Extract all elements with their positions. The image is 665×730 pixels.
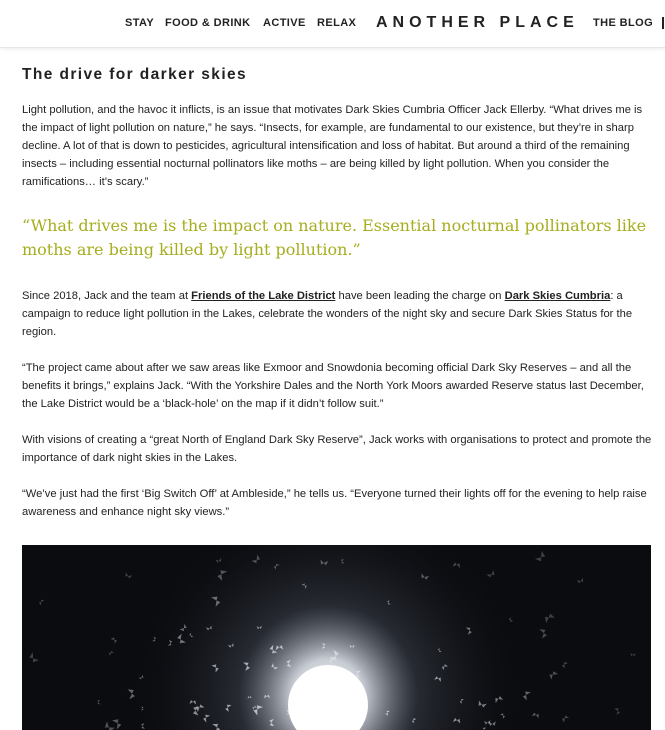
link-friends-of-the-lake-district[interactable]: Friends of the Lake District bbox=[191, 290, 336, 302]
article-paragraph-1: Light pollution, and the havoc it inflicts, is an issue that motivates Dark Skies Cumbria Officer Jack Ellerby. “What drives me is the impact of light pollution on nature,” he says. “Insects, for example, are fundamental to our existence, but they’re in sharp decline. A lot of that is down to pesticides, agricultural intensification and loss of habitat. But around a third of the remaining insects – including essential nocturnal pollinators like moths – are being killed by light pollution. When you consider the ramifications… it’s scary.” bbox=[22, 104, 643, 188]
article-paragraph-5: “We’ve just had the first ‘Big Switch Off’ at Ambleside,” he tells us. “Everyone turned their lights off for the evening to help raise awareness and enhance night sky views.” bbox=[22, 488, 647, 518]
site-logo[interactable]: ANOTHER PLACE bbox=[376, 14, 579, 31]
nav-active[interactable]: ACTIVE bbox=[263, 17, 306, 29]
article-paragraph-3: “The project came about after we saw areas like Exmoor and Snowdonia becoming official Dark Sky Reserves – and all the benefits it brings,” explains Jack. “With the Yorkshire Dales and the North York Moors awarded Reserve status last December, the Lake District would be a ‘black-hole’ on the map if it didn’t follow suit.” bbox=[22, 362, 644, 410]
photo-illustration bbox=[22, 545, 651, 730]
nav-relax[interactable]: RELAX bbox=[317, 17, 357, 29]
paragraph-text: Since 2018, Jack and the team at bbox=[22, 290, 192, 302]
site-header bbox=[0, 0, 665, 48]
nav-the-blog[interactable]: THE BLOG bbox=[593, 17, 654, 29]
paragraph-text: : a campaign to reduce light pollution in the Lakes, celebrate the wonders of the night sky and secure Dark Skies Status for the region. bbox=[22, 290, 633, 338]
paragraph-text: have been leading the charge on bbox=[335, 290, 505, 302]
moths-around-light-photo bbox=[22, 545, 651, 730]
nav-overflow-edge bbox=[662, 17, 664, 29]
article-paragraph-4: With visions of creating a “great North of England Dark Sky Reserve”, Jack works with organisations to protect and promote the importance of dark night skies in the Lakes. bbox=[22, 434, 652, 464]
nav-food-drink[interactable]: FOOD & DRINK bbox=[165, 17, 251, 29]
article-paragraph-2 bbox=[22, 287, 652, 341]
link-dark-skies-cumbria[interactable]: Dark Skies Cumbria bbox=[504, 290, 611, 302]
pull-quote: “What drives me is the impact on nature. Essential nocturnal pollinators like moths are being killed by light pollution.” bbox=[22, 216, 647, 259]
section-title: The drive for darker skies bbox=[22, 66, 248, 83]
nav-stay[interactable]: STAY bbox=[125, 17, 155, 29]
